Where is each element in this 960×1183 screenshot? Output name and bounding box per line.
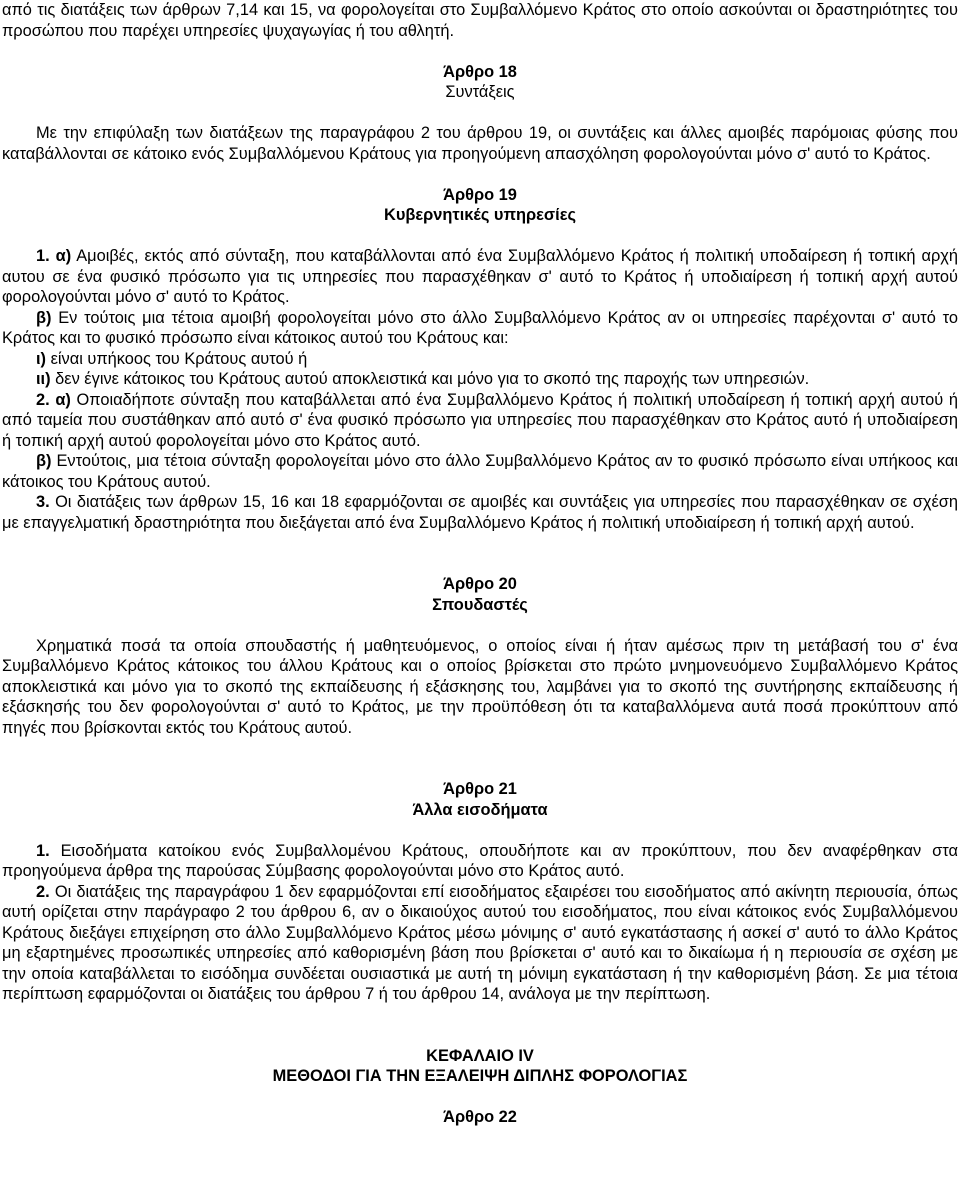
- article-19-paragraph-1a: [2, 246, 958, 308]
- paragraph-label: β): [36, 452, 52, 470]
- item-label: ιι): [36, 370, 51, 388]
- item-text: δεν έγινε κάτοικος του Κράτους αυτού αποκλειστικά και μόνο για το σκοπό της παροχής των υπηρεσιών.: [50, 370, 810, 388]
- paragraph-text: Εισοδήματα κατοίκου ενός Συμβαλλομένου Κράτους, οπουδήποτε και αν προκύπτουν, που δεν αναφέρθηκαν στα προηγούμενα άρθρα της παρούσας Σύμβασης φορολογούνται μόνο στο Κράτος αυτό.: [2, 841, 958, 880]
- spacer: [2, 103, 958, 124]
- spacer: [2, 820, 958, 841]
- spacer: [2, 738, 958, 759]
- spacer: [2, 164, 958, 185]
- paragraph-label: 1.: [36, 841, 50, 860]
- article-21-subtitle: Άλλα εισοδήματα: [412, 800, 548, 819]
- paragraph-text: Αμοιβές, εκτός από σύνταξη, που καταβάλλονται από ένα Συμβαλλόμενο Κράτος ή πολιτική υποδαίρεση ή τοπική αρχή αυτου σε ένα φυσικό πρόσωπο για τις υπηρεσίες που παρασχέθηκαν σ' αυτό το Κράτος ή υποδιαίρεση ή τοπική αρχή αυτού φορολογούνται μόνο σ' αυτό το Κράτος.: [2, 247, 959, 306]
- spacer: [2, 554, 958, 575]
- spacer: [2, 1005, 958, 1026]
- article-22-title: Άρθρο 22: [443, 1108, 517, 1126]
- article-19-title: Άρθρο 19: [443, 185, 517, 204]
- paragraph-label: 1. α): [36, 247, 72, 265]
- paragraph-text: Οι διατάξεις των άρθρων 15, 16 και 18 εφαρμόζονται σε αμοιβές και συντάξεις για υπηρεσίες που παρασχέθηκαν σε σχέση με επαγγελματική δραστηριότητα που διεξάγεται από ένα Συμβαλλόμενο Κράτος ή πολιτική υποδιαίρεση ή τοπική αρχή αυτού.: [2, 493, 958, 532]
- item-label: ι): [36, 349, 47, 368]
- article-21-paragraph-2: [2, 882, 958, 1005]
- article-21-paragraph-1: [2, 841, 958, 882]
- article-19-subtitle: Κυβερνητικές υπηρεσίες: [384, 206, 576, 224]
- spacer: [2, 533, 958, 554]
- document-page: [2, 0, 958, 1128]
- article-21-title: Άρθρο 21: [443, 780, 517, 798]
- article-19-paragraph-3: [2, 492, 958, 533]
- paragraph-text: Οι διατάξεις της παραγράφου 1 δεν εφαρμόζονται επί εισοδήματος εξαιρέσει του εισοδήματος από ακίνητη περιουσία, όπως αυτή ορίζεται στην παράγραφο 2 του άρθρου 6, αν ο δικαιούχος αυτού του εισοδήματος, που είναι κάτοικος ενός Συμβαλλόμενου Κράτους διεξάγει επιχείρηση στο άλλο Συμβαλλόμενο Κράτος μέσω μόνιμης σ' αυτό εγκατάστασης ή ασκεί σ' αυτό το άλλο Κράτος μη εξαρτημένες προσωπικές υπηρεσίες από καθορισμένη βάση που βρίσκεται σ' αυτό και το δικαίωμα ή η περιουσία σε σχέση με την οποία καταβάλλεται το εισόδημα συνδέεται ουσιαστικά με αυτή τη μόνιμη εγκατάσταση ή την καθορισμένη βάση. Σε μια τέτοια περίπτωση εφαρμόζονται οι διατάξεις του άρθρου 7 ή του άρθρου 14, ανάλογα με την περίπτωση.: [2, 882, 958, 1003]
- paragraph-label: 2. α): [36, 390, 71, 409]
- article-19-item-ii: [2, 369, 958, 390]
- article-20-title: Άρθρο 20: [443, 575, 517, 593]
- paragraph-label: β): [36, 308, 52, 327]
- paragraph-text: Εν τούτοις μια τέτοια αμοιβή φορολογείται μόνο στο άλλο Συμβαλλόμενο Κράτος αν οι υπηρεσίες παρέχονται σ' αυτό το Κράτος και το φυσικό πρόσωπο είναι κάτοικος αυτού του Κράτους και:: [2, 308, 958, 347]
- chapter-subtitle: ΜΕΘΟΔΟΙ ΓΙΑ ΤΗΝ ΕΞΑΛΕΙΨΗ ΔΙΠΛΗΣ ΦΟΡΟΛΟΓΙΑΣ: [272, 1067, 688, 1085]
- paragraph-label: 2.: [36, 882, 50, 901]
- article-18-subtitle: Συντάξεις: [445, 83, 515, 101]
- item-text: είναι υπήκοος του Κράτους αυτού ή: [46, 349, 308, 368]
- article-18-title: Άρθρο 18: [443, 62, 517, 81]
- spacer: [2, 615, 958, 636]
- spacer: [2, 759, 958, 780]
- article-19-paragraph-2b: [2, 451, 958, 492]
- article-19-paragraph-2a: [2, 390, 958, 452]
- spacer: [2, 1087, 958, 1108]
- spacer: [2, 226, 958, 247]
- article-20-subtitle: Σπουδαστές: [432, 595, 528, 614]
- intro-paragraph: από τις διατάξεις των άρθρων 7,14 και 15, να φορολογείται στο Συμβαλλόμενο Κράτος στο οποίο ασκούνται οι δραστηριότητες του προσώπου που παρέχει υπηρεσίες ψυχαγωγίας ή του αθλητή.: [2, 1, 958, 40]
- paragraph-text: Εντούτοις, μια τέτοια σύνταξη φορολογείται μόνο στο άλλο Συμβαλλόμενο Κράτος αν το φυσικό πρόσωπο είναι υπήκοος και κάτοικος του Κράτους αυτού.: [2, 452, 958, 491]
- article-20-paragraph: Χρηματικά ποσά τα οποία σπουδαστής ή μαθητευόμενος, ο οποίος είναι ή ήταν αμέσως πριν τη μετάβασή του σ' ένα Συμβαλλόμενο Κράτος κάτοικος του άλλου Κράτους και ο οποίος βρίσκεται στο πρώτο μνημονευόμενο Συμβαλλόμενο Κράτος αποκλειστικά και μόνο για το σκοπό της εκπαίδευσης ή εξάσκησης του, λαμβάνει για το σκοπό της συντήρησης εκπαίδευσης ή εξάσκησής του δεν φορολογούνται σ' αυτό το Κράτος, με την προϋπόθεση ότι τα καταβαλλόμενα αυτά ποσά προκύπτουν από πηγές που βρίσκονται εκτός του Κράτους αυτού.: [2, 636, 958, 737]
- article-18-paragraph: Με την επιφύλαξη των διατάξεων της παραγράφου 2 του άρθρου 19, οι συντάξεις και άλλες αμοιβές παρόμοιας φύσης που καταβάλλονται σε κάτοικο ενός Συμβαλλόμενου Κράτους για προηγούμενη απασχόληση φορολογούνται μόνο σ' αυτό το Κράτος.: [2, 124, 958, 163]
- article-19-paragraph-1b: [2, 308, 958, 349]
- spacer: [2, 41, 958, 62]
- spacer: [2, 1025, 958, 1046]
- article-19-item-i: [2, 349, 958, 370]
- paragraph-label: 3.: [36, 493, 50, 511]
- chapter-title: ΚΕΦΑΛΑΙΟ IV: [426, 1046, 534, 1065]
- paragraph-text: Οποιαδήποτε σύνταξη που καταβάλλεται από ένα Συμβαλλόμενο Κράτος ή πολιτική υποδαίρεση ή τοπική αρχή αυτού ή από ταμεία που συστάθηκαν από αυτό σ' ένα φυσικό πρόσωπο για υπηρεσίες που παρασχέθηκαν στο Κράτος αυτό ή υποδιαίρεση ή τοπική αρχή αυτού φορολογείται μόνο στο Κράτος αυτό.: [2, 390, 959, 450]
